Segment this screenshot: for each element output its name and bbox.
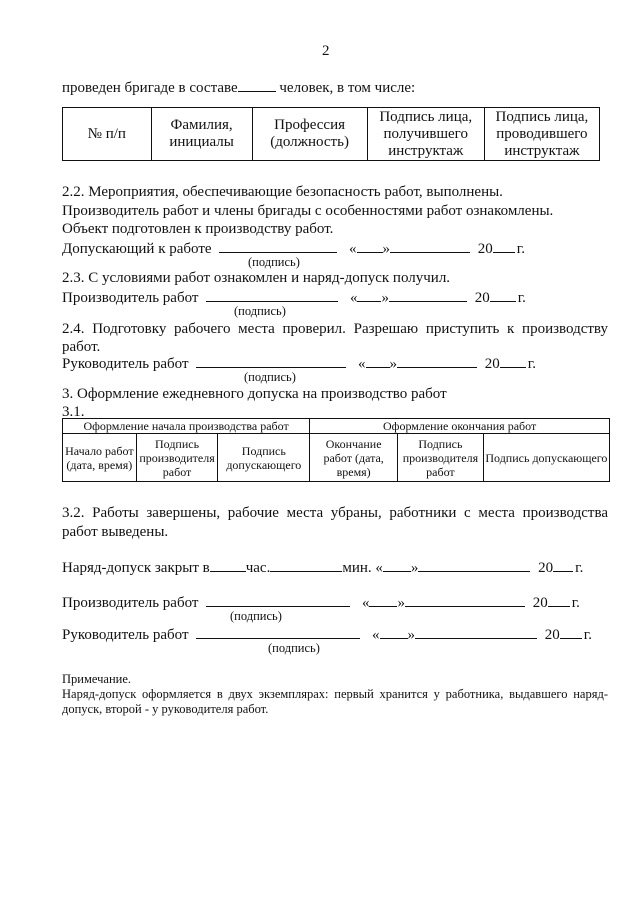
daily-admission-table	[62, 418, 610, 482]
table2-group-end: Оформление окончания работ	[310, 419, 610, 434]
table1-header-name: Фамилия, инициалы	[151, 108, 252, 161]
note-line2: допуск, второй - у руководителя работ.	[62, 702, 269, 716]
crew-count-blank[interactable]	[238, 77, 276, 92]
s32-closed-prefix: Наряд-допуск закрыт в	[62, 560, 210, 576]
s32-month-blank[interactable]	[418, 557, 530, 572]
s32-producer-year-suffix: г.	[571, 595, 580, 611]
s23-signature-blank[interactable]	[206, 287, 338, 302]
s22-line1: 2.2. Мероприятия, обеспечивающие безопасность работ, выполнены.	[62, 184, 503, 200]
s23-year-blank[interactable]	[490, 287, 516, 302]
s22-year: 20	[477, 241, 493, 257]
s24-role: Руководитель работ	[62, 356, 189, 372]
s32-manager-year: 20	[544, 627, 560, 643]
s32-producer-quote-close: »	[397, 595, 405, 611]
table2-col-start-time: Начало работ (дата, время)	[63, 434, 137, 482]
s23-year: 20	[474, 290, 490, 306]
s32-year-blank[interactable]	[553, 557, 573, 572]
table1-header-conducted-signature: Подпись лица, проводившего инструктаж	[484, 108, 599, 161]
s22-year-suffix: г.	[516, 241, 526, 257]
s22-year-blank[interactable]	[493, 238, 515, 253]
table2-col-producer-sign-start: Подпись производителя работ	[136, 434, 218, 482]
s32-manager-role: Руководитель работ	[62, 627, 189, 643]
s22-day-blank[interactable]	[357, 238, 383, 253]
s32-producer-signature-blank[interactable]	[206, 592, 350, 607]
s23-quote-close: »	[381, 290, 389, 306]
s32-minutes-blank[interactable]	[270, 557, 342, 572]
s32-manager-day-blank[interactable]	[380, 624, 408, 639]
s22-signature-blank[interactable]	[219, 238, 337, 253]
table2-col-end-time: Окончание работ (дата, время)	[310, 434, 398, 482]
briefing-table	[62, 107, 600, 161]
s24-year-blank[interactable]	[500, 353, 526, 368]
s23-line1: 2.3. С условиями работ ознакомлен и наряд-допуск получил.	[62, 270, 451, 286]
s32-line1: 3.2. Работы завершены, рабочие места убраны, работники с места производства	[62, 505, 608, 521]
s22-line3: Объект подготовлен к производству работ.	[62, 221, 334, 237]
s32-producer-day-blank[interactable]	[369, 592, 397, 607]
s32-closed-line	[62, 557, 583, 577]
s32-producer-year: 20	[532, 595, 548, 611]
s23-day-blank[interactable]	[357, 287, 381, 302]
s32-producer-sig-label: (подпись)	[230, 609, 282, 623]
s24-signature-line	[62, 353, 536, 373]
s23-signature-line	[62, 287, 526, 307]
s32-quote-close: »	[410, 560, 419, 576]
s24-year: 20	[484, 356, 500, 372]
s24-day-blank[interactable]	[366, 353, 390, 368]
s32-hours-label: час.	[245, 560, 271, 576]
s32-minutes-label: мин. «	[342, 560, 383, 576]
s24-quote-close: »	[389, 356, 398, 372]
s32-manager-sig-label: (подпись)	[268, 641, 320, 655]
s23-year-suffix: г.	[517, 290, 526, 306]
s3-title: 3. Оформление ежедневного допуска на производство работ	[62, 386, 447, 402]
table1-header-number: № п/п	[63, 108, 152, 161]
s32-manager-month-blank[interactable]	[415, 624, 537, 639]
s32-year: 20	[538, 560, 554, 576]
s22-quote-close: »	[382, 241, 391, 257]
table2-col-admitter-sign-start: Подпись допускающего	[218, 434, 310, 482]
s32-line2: работ выведены.	[62, 524, 169, 540]
note-title: Примечание.	[62, 672, 132, 686]
s22-month-blank[interactable]	[390, 238, 470, 253]
s32-producer-quote-open: «	[361, 595, 370, 611]
s32-manager-year-suffix: г.	[583, 627, 592, 643]
s32-day-blank[interactable]	[383, 557, 411, 572]
intro-line	[62, 77, 415, 97]
s23-month-blank[interactable]	[389, 287, 467, 302]
s32-manager-line	[62, 624, 592, 644]
s22-quote-open: «	[349, 241, 357, 257]
s24-signature-blank[interactable]	[196, 353, 346, 368]
s32-producer-month-blank[interactable]	[405, 592, 525, 607]
s3-subtitle: 3.1.	[62, 404, 85, 420]
s24-sig-label: (подпись)	[244, 370, 296, 384]
table1-header-profession: Профессия (должность)	[252, 108, 367, 161]
s23-quote-open: «	[349, 290, 358, 306]
s23-sig-label: (подпись)	[234, 304, 286, 318]
s32-producer-line	[62, 592, 580, 612]
s32-manager-quote-open: «	[372, 627, 380, 643]
s24-month-blank[interactable]	[397, 353, 477, 368]
table2-col-admitter-sign-end: Подпись допускающего	[483, 434, 609, 482]
page-number: 2	[322, 43, 330, 59]
s22-line2: Производитель работ и члены бригады с особенностями работ ознакомлены.	[62, 203, 554, 219]
s32-producer-year-blank[interactable]	[548, 592, 570, 607]
s24-quote-open: «	[358, 356, 366, 372]
s23-role: Производитель работ	[62, 290, 199, 306]
s22-role: Допускающий к работе	[62, 241, 212, 257]
s24-year-suffix: г.	[527, 356, 536, 372]
s22-sig-label: (подпись)	[248, 255, 300, 269]
note-line1: Наряд-допуск оформляется в двух экземплярах: первый хранится у работника, выдавшего наряд-	[62, 687, 608, 701]
s32-manager-signature-blank[interactable]	[196, 624, 360, 639]
s32-manager-year-blank[interactable]	[560, 624, 582, 639]
s24-line2: работ.	[62, 339, 101, 355]
intro-text-before: проведен бригаде в составе	[62, 80, 238, 96]
table2-group-start: Оформление начала производства работ	[63, 419, 310, 434]
s32-manager-quote-close: »	[407, 627, 416, 643]
s32-producer-role: Производитель работ	[62, 595, 199, 611]
table2-col-producer-sign-end: Подпись производителя работ	[398, 434, 484, 482]
s32-year-suffix: г.	[575, 560, 584, 576]
table1-header-received-signature: Подпись лица, получившего инструктаж	[367, 108, 484, 161]
s24-line1: 2.4. Подготовку рабочего места проверил. Разрешаю приступить к производству	[62, 321, 608, 337]
s32-hours-blank[interactable]	[210, 557, 246, 572]
intro-text-after: человек, в том числе:	[279, 80, 416, 96]
